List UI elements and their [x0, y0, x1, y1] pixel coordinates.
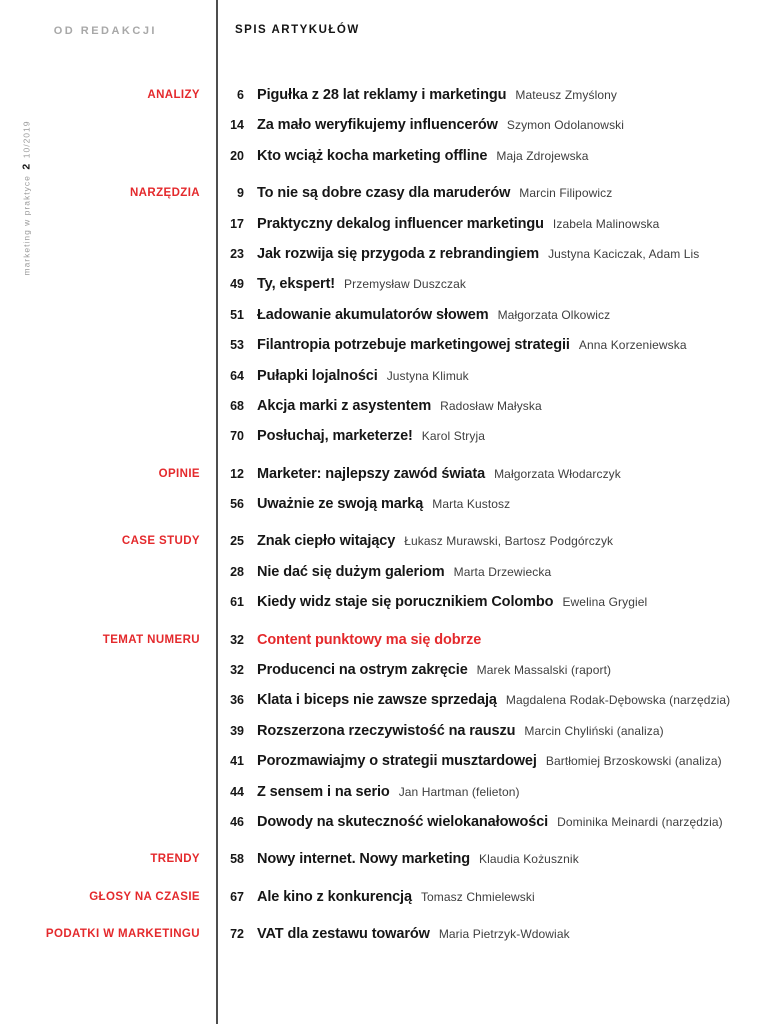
- entry-page-number: 51: [230, 307, 244, 322]
- entry-author: Radosław Małyska: [440, 398, 542, 413]
- entry-title: Kto wciąż kocha marketing offline: [257, 147, 488, 164]
- toc-entry[interactable]: [230, 269, 778, 299]
- article-list: [200, 844, 778, 874]
- entry-page-number: 61: [230, 595, 244, 610]
- toc-entry[interactable]: [230, 361, 778, 391]
- entry-page-number: 56: [230, 497, 244, 512]
- entry-page-number: 49: [230, 277, 244, 292]
- toc-entry[interactable]: [230, 141, 778, 171]
- entry-title: Rozszerzona rzeczywistość na rauszu: [257, 722, 516, 739]
- entry-title: Ty, ekspert!: [257, 276, 336, 293]
- toc-entry[interactable]: [230, 209, 778, 239]
- category-label: NARZĘDZIA: [129, 187, 200, 200]
- entry-page-number: 46: [230, 814, 244, 829]
- entry-author: Ewelina Grygiel: [562, 595, 648, 610]
- entry-author: Marcin Filipowicz: [519, 186, 613, 201]
- entry-title: Ładowanie akumulatorów słowem: [257, 306, 489, 323]
- entry-page-number: 9: [237, 186, 244, 201]
- toc-entry[interactable]: [230, 685, 778, 715]
- entry-title: Ale kino z konkurencją: [257, 888, 412, 905]
- spine-magazine-title: marketing w praktyce: [21, 175, 32, 276]
- toc-entry[interactable]: [230, 110, 778, 140]
- entry-author: Izabela Malinowska: [552, 216, 660, 231]
- spine-issue-number: 10/2019: [21, 120, 32, 159]
- entry-author: Małgorzata Olkowicz: [497, 307, 611, 322]
- toc-entry[interactable]: [230, 844, 778, 874]
- category-label: GŁOSY NA CZASIE: [89, 890, 200, 903]
- section-label-od-redakcji: OD REDAKCJI: [53, 25, 157, 37]
- toc-entry[interactable]: [230, 330, 778, 360]
- article-list: [200, 625, 778, 838]
- toc-section: [0, 844, 778, 874]
- toc-entry[interactable]: [230, 587, 778, 617]
- article-list: [200, 80, 778, 171]
- entry-page-number: 32: [230, 663, 244, 678]
- toc-entry[interactable]: [230, 919, 778, 949]
- toc-section: [0, 178, 778, 452]
- entry-title: Jak rozwija się przygoda z rebrandingiem: [257, 245, 540, 262]
- entry-title: Praktyczny dekalog influencer marketingu: [257, 215, 544, 232]
- entry-page-number: 67: [230, 889, 244, 904]
- entry-title: Uważnie ze swoją marką: [257, 496, 424, 513]
- page-title-spis-artykulow: SPIS ARTYKUŁÓW: [235, 24, 360, 36]
- toc-entry[interactable]: [230, 489, 778, 519]
- entry-author: Justyna Klimuk: [386, 368, 469, 383]
- category-label: ANALIZY: [147, 89, 200, 101]
- entry-page-number: 39: [230, 723, 244, 738]
- toc-entry[interactable]: [230, 526, 778, 556]
- entry-page-number: 20: [230, 148, 244, 163]
- entry-title: Producenci na ostrym zakręcie: [257, 662, 468, 679]
- entry-title: Kiedy widz staje się porucznikiem Colombo: [257, 594, 554, 611]
- toc-entry[interactable]: [230, 716, 778, 746]
- article-list: [200, 919, 778, 949]
- entry-author: Mateusz Zmyślony: [515, 88, 617, 102]
- table-of-contents: [0, 80, 778, 957]
- category-label: OPINIE: [158, 467, 200, 480]
- article-list: [200, 459, 778, 520]
- entry-page-number: 6: [237, 88, 244, 102]
- entry-author: Karol Stryja: [421, 429, 485, 444]
- category-label: TRENDY: [150, 853, 200, 866]
- entry-title: Znak ciepło witający: [257, 533, 396, 550]
- entry-title: Pułapki lojalności: [257, 367, 378, 384]
- entry-author: Magdalena Rodak-Dębowska (narzędzia): [505, 693, 731, 708]
- entry-author: Szymon Odolanowski: [506, 118, 625, 133]
- toc-entry[interactable]: [230, 459, 778, 489]
- entry-title: Akcja marki z asystentem: [257, 397, 432, 414]
- entry-title: Pigułka z 28 lat reklamy i marketingu: [257, 87, 507, 103]
- article-list: [200, 526, 778, 617]
- entry-page-number: 14: [230, 118, 244, 133]
- entry-author: Bartłomiej Brzoskowski (analiza): [545, 754, 722, 769]
- entry-title: Marketer: najlepszy zawód świata: [257, 465, 486, 482]
- toc-entry[interactable]: [230, 777, 778, 807]
- toc-section: [0, 80, 778, 171]
- toc-section: [0, 526, 778, 617]
- entry-author: Przemysław Duszczak: [344, 277, 466, 292]
- entry-page-number: 72: [230, 927, 244, 942]
- entry-page-number: 32: [230, 632, 244, 647]
- entry-page-number: 70: [230, 429, 244, 444]
- entry-author: Tomasz Chmielewski: [420, 889, 535, 904]
- article-list: [200, 178, 778, 452]
- entry-author: Maja Zdrojewska: [496, 148, 589, 163]
- entry-author: Maria Pietrzyk-Wdowiak: [438, 927, 570, 942]
- entry-author: Dominika Meinardi (narzędzia): [557, 814, 723, 829]
- entry-page-number: 41: [230, 754, 244, 769]
- spine-page-number: 2: [20, 163, 33, 170]
- toc-entry[interactable]: [230, 80, 778, 110]
- entry-author: Małgorzata Włodarczyk: [494, 466, 621, 481]
- entry-title: Za mało weryfikujemy influencerów: [257, 117, 498, 134]
- toc-entry[interactable]: [230, 655, 778, 685]
- toc-entry[interactable]: [230, 625, 778, 655]
- entry-page-number: 64: [230, 368, 244, 383]
- entry-page-number: 28: [230, 564, 244, 579]
- entry-page-number: 53: [230, 338, 244, 353]
- entry-author: Klaudia Kożusznik: [479, 852, 579, 867]
- entry-title: VAT dla zestawu towarów: [257, 926, 430, 943]
- entry-page-number: 17: [230, 216, 244, 231]
- entry-title: Nie dać się dużym galeriom: [257, 563, 445, 580]
- entry-page-number: 12: [230, 466, 244, 481]
- toc-entry[interactable]: [230, 557, 778, 587]
- entry-title: Porozmawiajmy o strategii musztardowej: [257, 753, 537, 770]
- entry-title: Dowody na skuteczność wielokanałowości: [257, 813, 549, 830]
- entry-page-number: 25: [230, 534, 244, 549]
- entry-title: Content punktowy ma się dobrze: [257, 631, 482, 648]
- toc-section: [0, 919, 778, 949]
- entry-page-number: 58: [230, 852, 244, 867]
- toc-section: [0, 882, 778, 912]
- entry-author: Marta Drzewiecka: [453, 564, 552, 579]
- entry-page-number: 23: [230, 246, 244, 261]
- entry-author: Marcin Chyliński (analiza): [524, 723, 664, 738]
- toc-section: [0, 625, 778, 838]
- entry-page-number: 68: [230, 398, 244, 413]
- toc-entry[interactable]: [230, 300, 778, 330]
- toc-entry[interactable]: [230, 391, 778, 421]
- category-label: TEMAT NUMERU: [102, 633, 200, 646]
- article-list: [200, 882, 778, 912]
- toc-entry[interactable]: [230, 421, 778, 451]
- toc-entry[interactable]: [230, 178, 778, 208]
- entry-title: Posłuchaj, marketerze!: [257, 428, 413, 445]
- entry-title: Z sensem i na serio: [257, 783, 390, 800]
- entry-author: Justyna Kaciczak, Adam Lis: [548, 246, 700, 261]
- entry-author: Łukasz Murawski, Bartosz Podgórczyk: [404, 534, 614, 549]
- entry-title: Klata i biceps nie zawsze sprzedają: [257, 692, 497, 709]
- toc-section: [0, 459, 778, 520]
- entry-title: Nowy internet. Nowy marketing: [257, 851, 471, 868]
- entry-author: Anna Korzeniewska: [578, 338, 687, 353]
- category-label: PODATKI W MARKETINGU: [45, 928, 200, 941]
- entry-title: To nie są dobre czasy dla maruderów: [257, 185, 511, 202]
- entry-author: Marta Kustosz: [432, 497, 511, 512]
- toc-entry[interactable]: [230, 882, 778, 912]
- entry-author: Marek Massalski (raport): [476, 663, 612, 678]
- toc-entry[interactable]: [230, 239, 778, 269]
- entry-page-number: 44: [230, 784, 244, 799]
- entry-title: Filantropia potrzebuje marketingowej strategii: [257, 337, 570, 354]
- toc-entry[interactable]: [230, 807, 778, 837]
- category-label: CASE STUDY: [121, 535, 200, 548]
- toc-entry[interactable]: [230, 746, 778, 776]
- entry-page-number: 36: [230, 693, 244, 708]
- entry-author: Jan Hartman (felieton): [398, 784, 520, 799]
